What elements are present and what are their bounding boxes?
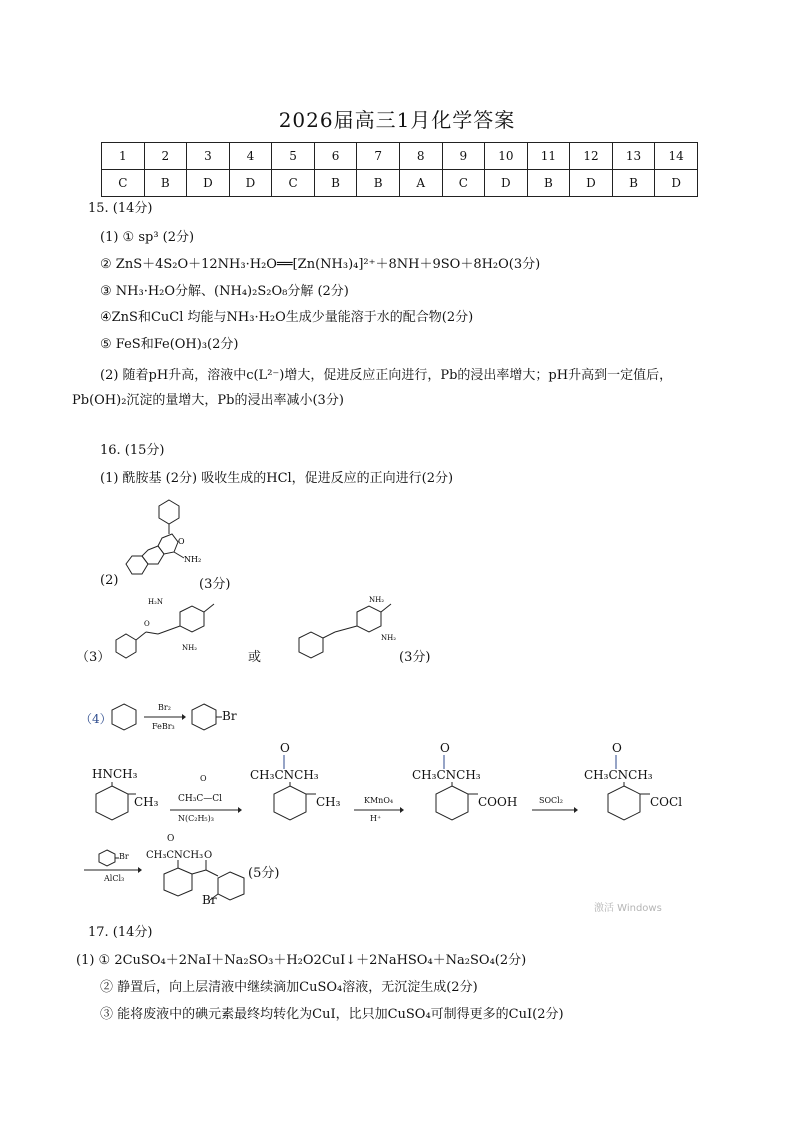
- answer-cell: C: [272, 170, 315, 197]
- reaction-arrow-1: [144, 714, 186, 720]
- final-o2: O: [204, 850, 213, 861]
- i1-o: O: [280, 741, 290, 755]
- q15-line-2: ② ZnS＋4S₂O＋12NH₃·H₂O══[Zn(NH₃)₄]²⁺＋8NH＋9SO＋8H₂O(3分): [100, 257, 541, 272]
- q16-line-1: (1) 酰胺基 (2分) 吸收生成的HCl，促进反应的正向进行(2分): [100, 471, 454, 486]
- reaction-arrow-5: [84, 867, 142, 873]
- r2-top: KMnO₄: [364, 796, 394, 805]
- i1-ch3: CH₃: [316, 795, 341, 809]
- q16-p4-reagent-br2: Br₂: [158, 703, 171, 712]
- q16-part2-score: (3分): [199, 577, 231, 592]
- question-number-cell: 2: [144, 143, 187, 170]
- answer-cell: D: [485, 170, 528, 197]
- question-number-cell: 1: [102, 143, 145, 170]
- answer-cell: D: [570, 170, 613, 197]
- q16-part4-label: （4）: [80, 712, 112, 726]
- answer-table: [101, 142, 698, 197]
- q16-part2-o-label: O: [178, 537, 185, 546]
- answer-cell: D: [187, 170, 230, 197]
- i2-o: O: [440, 741, 450, 755]
- i3-o: O: [612, 741, 622, 755]
- question-number-cell: 3: [187, 143, 230, 170]
- start-hnch3: HNCH₃: [92, 767, 138, 781]
- question-number-cell: 13: [612, 143, 655, 170]
- q16-part3a-nh2-top: H₂N: [148, 598, 164, 606]
- answer-cell: B: [527, 170, 570, 197]
- i1-group: CH₃CNCH₃: [250, 768, 319, 782]
- reaction-arrow-3: [354, 807, 404, 813]
- i1-carbonyl-bond: [282, 755, 286, 769]
- answer-cell: B: [314, 170, 357, 197]
- i2-ring: [432, 782, 480, 828]
- reaction-arrow-2: [170, 807, 242, 813]
- q16-part3-or: 或: [248, 650, 262, 665]
- answer-cell: B: [612, 170, 655, 197]
- q16-part2-structure: [112, 492, 212, 582]
- bromobenzene-ring: [188, 702, 222, 732]
- reaction-arrow-4: [532, 807, 578, 813]
- q16-part3-score: (3分): [399, 650, 431, 665]
- answer-cell: B: [357, 170, 400, 197]
- r1-top: CH₃C—Cl: [178, 794, 222, 804]
- watermark: 激活 Windows: [594, 903, 662, 914]
- question-number-cell: 11: [527, 143, 570, 170]
- i2-group: CH₃CNCH₃: [412, 768, 481, 782]
- answer-cell: D: [655, 170, 698, 197]
- question-number-cell: 4: [229, 143, 272, 170]
- q17-line-1: (1) ① 2CuSO₄＋2NaI＋Na₂SO₃＋H₂O2CuI↓＋2NaHSO₄＋Na₂SO₄(2分): [76, 953, 527, 968]
- q17-header: 17. (14分): [88, 925, 153, 940]
- i2-cooh: COOH: [478, 795, 518, 809]
- i1-ring: [270, 782, 318, 828]
- q16-part2-label: (2): [100, 573, 119, 588]
- final-group: CH₃CNCH₃: [146, 850, 204, 861]
- question-number-cell: 7: [357, 143, 400, 170]
- r3-top: SOCl₂: [539, 796, 563, 805]
- q15-line-7: Pb(OH)₂沉淀的量增大，Pb的浸出率减小(3分): [72, 393, 344, 408]
- q16-part3a-nh2-bottom: NH₂: [182, 644, 198, 652]
- q16-part3-label: （3）: [76, 650, 111, 665]
- final-o1: O: [167, 834, 175, 844]
- q16-part3-structure-a: [112, 592, 222, 662]
- q16-part3b-nh2-top: NH₂: [369, 596, 385, 604]
- question-number-cell: 6: [314, 143, 357, 170]
- r2-bottom: H⁺: [370, 814, 382, 823]
- r1-o: O: [200, 774, 207, 783]
- i3-group: CH₃CNCH₃: [584, 768, 653, 782]
- q17-line-3: ③ 能将废液中的碘元素最终均转化为CuI，比只加CuSO₄可制得更多的CuI(2分): [100, 1007, 564, 1022]
- q16-part4-score: (5分): [248, 866, 280, 881]
- q16-part2-nh2-label: NH₂: [184, 555, 202, 564]
- q16-part3b-nh2-side: NH₂: [381, 634, 397, 642]
- q15-line-1: (1) ① sp³ (2分): [100, 230, 195, 245]
- i3-carbonyl-bond: [614, 755, 618, 769]
- question-number-cell: 8: [399, 143, 442, 170]
- q15-line-6: (2) 随着pH升高，溶液中c(L²⁻)增大，促进反应正向进行，Pb的浸出率增大；pH升高到一定值后，: [100, 368, 673, 383]
- q16-part3a-o: O: [144, 620, 150, 628]
- q15-header: 15. (14分): [88, 201, 153, 216]
- i3-ring: [604, 782, 652, 828]
- q16-p4-bromobenzene-br: Br: [222, 709, 237, 723]
- q16-p4-reagent-febr3: FeBr₃: [152, 722, 175, 731]
- r4-br: Br: [119, 852, 129, 861]
- r4-bottom: AlCl₃: [104, 874, 125, 883]
- q15-line-5: ⑤ FeS和Fe(OH)₃(2分): [100, 337, 239, 352]
- answer-cell: C: [442, 170, 485, 197]
- question-number-cell: 14: [655, 143, 698, 170]
- start-ch3: CH₃: [134, 795, 159, 809]
- r4-benzene: [95, 848, 119, 868]
- answer-cell: A: [399, 170, 442, 197]
- q16-header: 16. (15分): [100, 443, 165, 458]
- answer-table-number-row: [102, 143, 698, 170]
- q16-part3-structure-b: [295, 592, 405, 662]
- answer-cell: C: [102, 170, 145, 197]
- final-br: Br: [202, 893, 217, 907]
- i2-carbonyl-bond: [442, 755, 446, 769]
- start-ring: [92, 782, 136, 828]
- question-number-cell: 9: [442, 143, 485, 170]
- q17-line-2: ② 静置后，向上层清液中继续滴加CuSO₄溶液，无沉淀生成(2分): [100, 980, 478, 995]
- r1-bottom: N(C₂H₅)₃: [178, 814, 214, 823]
- answer-cell: D: [229, 170, 272, 197]
- page-title: 2026届高三1月化学答案: [278, 108, 516, 132]
- i3-cocl: COCl: [650, 795, 683, 809]
- q15-line-4: ④ZnS和CuCl 均能与NH₃·H₂O生成少量能溶于水的配合物(2分): [100, 310, 474, 325]
- answer-cell: B: [144, 170, 187, 197]
- question-number-cell: 10: [485, 143, 528, 170]
- q15-line-3: ③ NH₃·H₂O分解、(NH₄)₂S₂O₈分解 (2分): [100, 284, 349, 299]
- question-number-cell: 12: [570, 143, 613, 170]
- answer-table-answer-row: [102, 170, 698, 197]
- question-number-cell: 5: [272, 143, 315, 170]
- benzene-icon: [108, 702, 140, 732]
